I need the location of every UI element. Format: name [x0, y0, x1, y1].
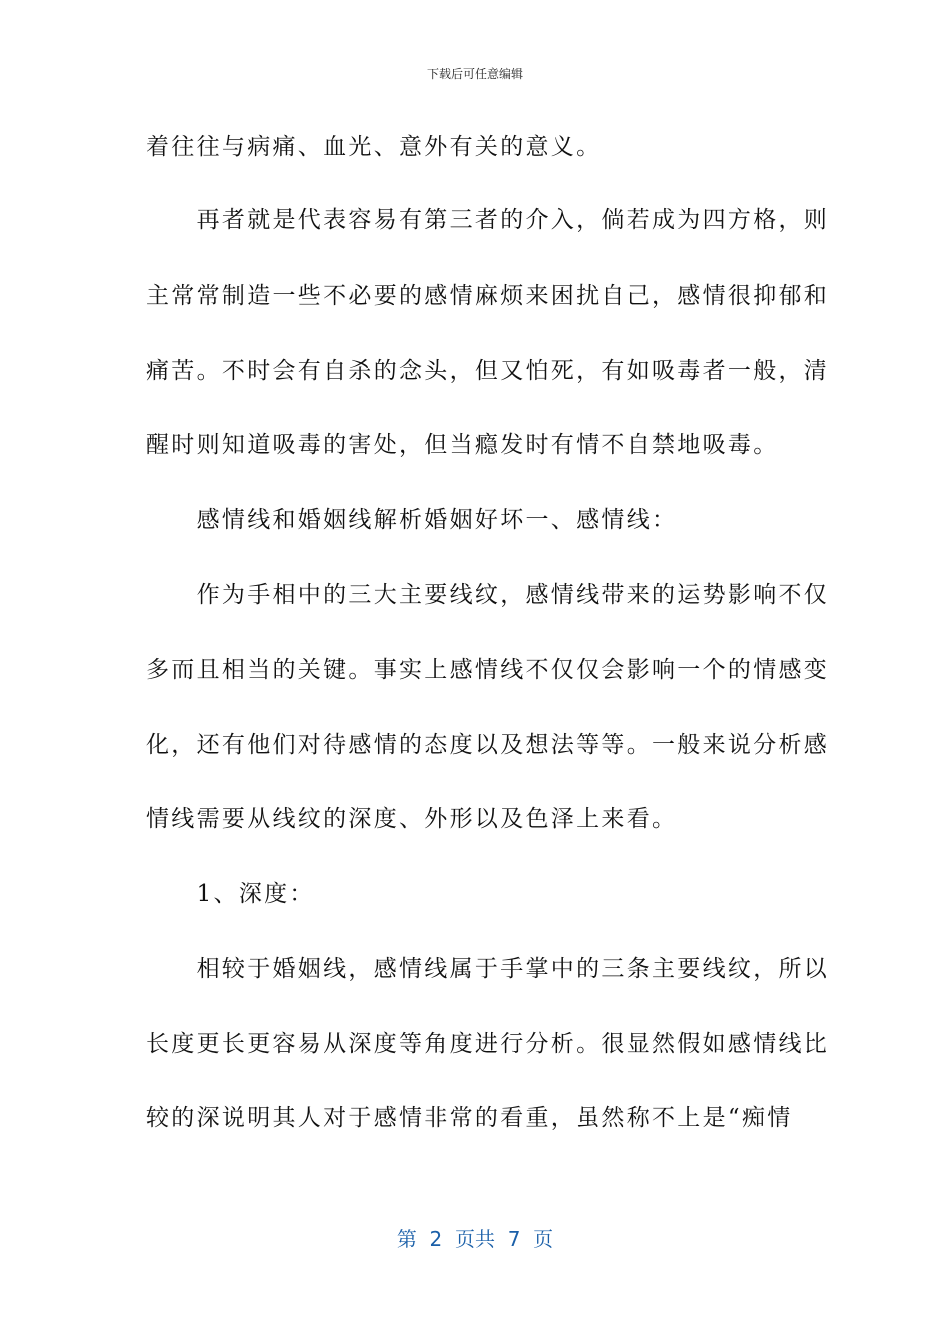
body-line: 着往往与病痛、血光、意外有关的意义。 [146, 134, 602, 160]
body-line: 作为手相中的三大主要线纹，感情线带来的运势影响不仅 [146, 582, 830, 608]
body-line: 主常常制造一些不必要的感情麻烦来困扰自己，感情很抑郁和 [146, 283, 830, 309]
body-line: 痛苦。不时会有自杀的念头，但又怕死，有如吸毒者一般，清 [146, 358, 830, 384]
body-line: 长度更长更容易从深度等角度进行分析。很显然假如感情线比 [146, 1031, 830, 1057]
body-line: 醒时则知道吸毒的害处，但当瘾发时有情不自禁地吸毒。 [146, 432, 779, 458]
body-line: 再者就是代表容易有第三者的介入，倘若成为四方格，则 [146, 207, 830, 233]
body-line: 化，还有他们对待感情的态度以及想法等等。一般来说分析感 [146, 732, 830, 758]
body-line: 多而且相当的关键。事实上感情线不仅仅会影响一个的情感变 [146, 657, 830, 683]
page-header: 下载后可任意编辑 [426, 67, 523, 81]
body-line: 1、深度： [146, 881, 315, 907]
page-footer: 第 2 页共 7 页 [396, 1227, 554, 1251]
body-line: 相较于婚姻线，感情线属于手掌中的三条主要线纹，所以 [146, 956, 830, 982]
body-line: 情线需要从线纹的深度、外形以及色泽上来看。 [146, 806, 678, 832]
body-line: 感情线和婚姻线解析婚姻好坏一、感情线： [146, 507, 678, 533]
body-line: 较的深说明其人对于感情非常的看重，虽然称不上是“痴情 [146, 1105, 793, 1131]
